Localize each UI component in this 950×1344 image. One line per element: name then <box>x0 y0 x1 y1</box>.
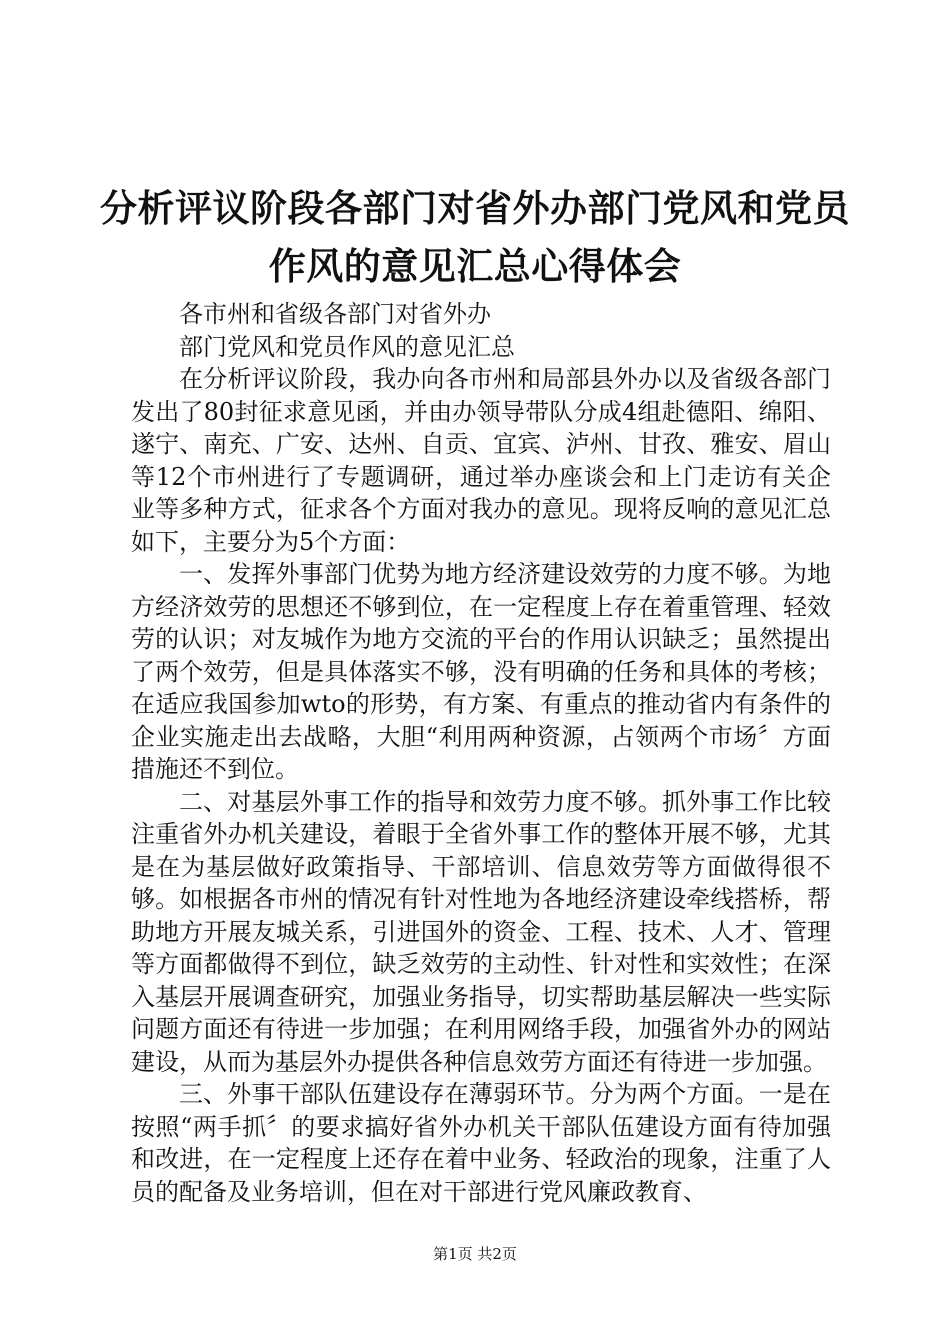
paragraph-subject: 部门党风和党员作风的意见汇总 <box>179 332 515 361</box>
paragraph-point-1: 一、发挥外事部门优势为地方经济建设效劳的力度不够。为地方经济效劳的思想还不够到位，在一定程度上存在着重管理、轻效劳的认识；对友城作为地方交流的平台的作用认识缺乏；虽然提出了两个效劳，但是具体落实不够，没有明确的任务和具体的考核；在适应我国参加wto的形势，有方案、有重点的推动省内有条件的企业实施走出去战略，大胆“利用两种资源，占领两个市场〞方面措施还不到位。 <box>131 560 831 783</box>
document-body <box>131 298 831 1208</box>
paragraph-point-2: 二、对基层外事工作的指导和效劳力度不够。抓外事工作比较注重省外办机关建设，着眼于全省外事工作的整体开展不够，尤其是在为基层做好政策指导、干部培训、信息效劳等方面做得很不够。如根据各市州的情况有针对性地为各地经济建设牵线搭桥，帮助地方开展友城关系，引进国外的资金、工程、技术、人才、管理等方面都做得不到位，缺乏效劳的主动性、针对性和实效性；在深入基层开展调查研究，加强业务指导，切实帮助基层解决一些实际问题方面还有待进一步加强；在利用网络手段，加强省外办的网站建设，从而为基层外办提供各种信息效劳方面还有待进一步加强。 <box>131 787 831 1076</box>
document-title-line-1: 分析评议阶段各部门对省外办部门党风和党员 <box>100 187 850 230</box>
document-title-line-2: 作风的意见汇总心得体会 <box>268 245 682 288</box>
paragraph-intro: 在分析评议阶段，我办向各市州和局部县外办以及省级各部门发出了80封征求意见函，并由办领导带队分成4组赴德阳、绵阳、遂宁、南充、广安、达州、自贡、宜宾、泸州、甘孜、雅安、眉山等12个市州进行了专题调研，通过举办座谈会和上门走访有关企业等多种方式，征求各个方面对我办的意见。现将反响的意见汇总如下，主要分为5个方面： <box>131 365 831 556</box>
page-number: 第1页 共2页 <box>433 1245 517 1263</box>
paragraph-recipient: 各市州和省级各部门对省外办 <box>179 300 491 328</box>
paragraph-point-3: 三、外事干部队伍建设存在薄弱环节。分为两个方面。一是在按照“两手抓〞的要求搞好省外办机关干部队伍建设方面有待加强和改进，在一定程度上还存在着中业务、轻政治的现象，注重了人员的配备及业务培训，但在对干部进行党风廉政教育、 <box>131 1080 831 1206</box>
